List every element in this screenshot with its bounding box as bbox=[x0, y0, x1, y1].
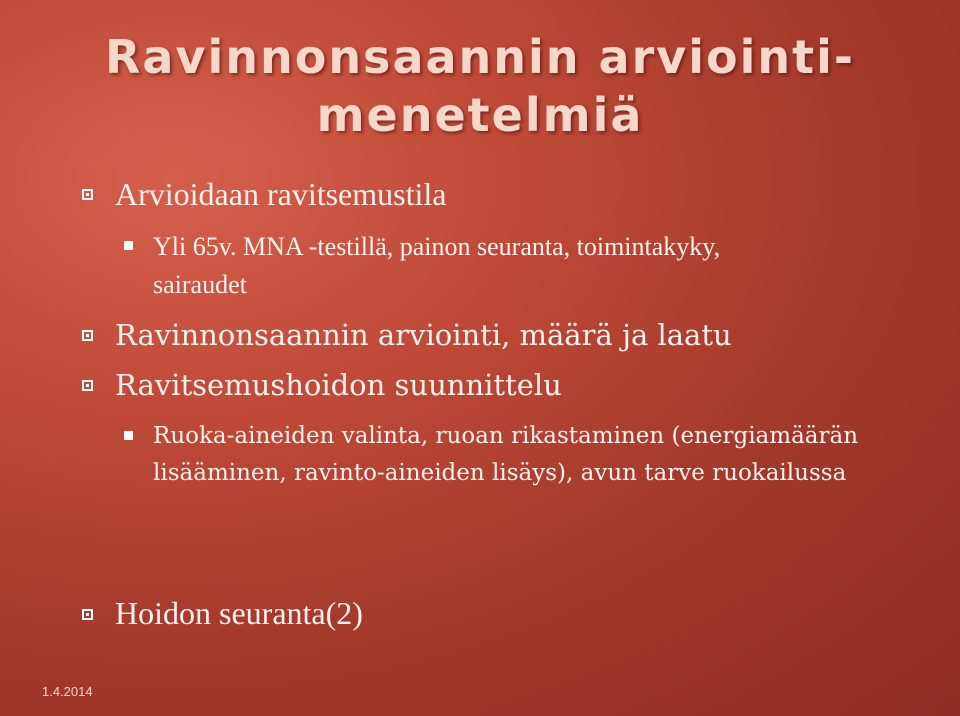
sub-bullet-item-1 bbox=[124, 228, 773, 304]
bullet-text-1: Arvioidaan ravitsemustila bbox=[115, 176, 447, 212]
bullet-item-1 bbox=[82, 175, 895, 213]
small-square-bullet-icon bbox=[124, 241, 133, 250]
footer-date: 1.4.2014 bbox=[42, 684, 93, 699]
square-bullet-icon bbox=[82, 380, 93, 391]
sub-bullet-text-2: Ruoka-aineiden valinta, ruoan rikastaminen (energiamäärän lisääminen, ravinto-aineiden lisäys), avun tarve ruokailussa bbox=[153, 423, 859, 486]
slide-title bbox=[0, 28, 960, 144]
title-line-1: Ravinnonsaannin arviointi- bbox=[105, 30, 855, 84]
bullet-text-4: Hoidon seuranta(2) bbox=[115, 595, 363, 631]
bullet-item-3 bbox=[82, 366, 895, 404]
bullet-item-2 bbox=[82, 316, 895, 354]
square-bullet-icon bbox=[82, 609, 93, 620]
bullet-item-4 bbox=[82, 594, 895, 632]
bullet-text-2: Ravinnonsaannin arviointi, määrä ja laatu bbox=[115, 318, 732, 352]
sub-bullet-text-1: Yli 65v. MNA -testillä, painon seuranta, toimintakyky, sairaudet bbox=[153, 232, 721, 299]
square-bullet-icon bbox=[82, 189, 93, 200]
small-square-bullet-icon bbox=[124, 431, 133, 440]
square-bullet-icon bbox=[82, 330, 93, 341]
sub-bullet-item-2 bbox=[124, 418, 913, 492]
title-line-2: menetelmiä bbox=[316, 88, 644, 142]
bullet-text-3: Ravitsemushoidon suunnittelu bbox=[115, 368, 562, 402]
